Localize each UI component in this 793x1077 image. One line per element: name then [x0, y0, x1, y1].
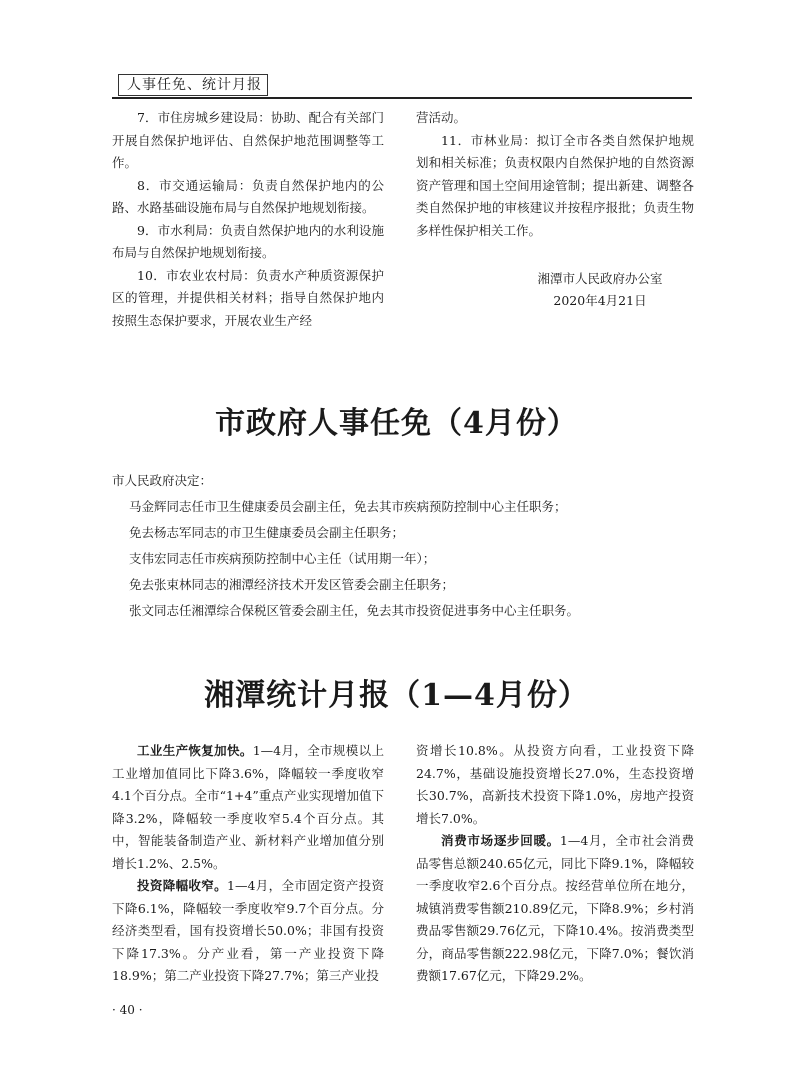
paragraph-heading: 投资降幅收窄。	[137, 878, 228, 893]
appointment-item: 马金辉同志任市卫生健康委员会副主任，免去其市疾病预防控制中心主任职务；	[129, 499, 567, 514]
appointments-intro: 市人民政府决定：	[112, 473, 213, 488]
signature-org: 湘潭市人民政府办公室	[537, 271, 663, 286]
appointment-item: 免去杨志军同志的市卫生健康委员会副主任职务；	[129, 525, 405, 540]
section-header-label: 人事任免、统计月报	[118, 74, 268, 96]
page-number: · 40 ·	[112, 1003, 143, 1017]
section-title-appointments: 市政府人事任免（4月份）	[215, 406, 578, 441]
appointments-list	[112, 468, 702, 624]
stats-paragraph-consumption	[416, 830, 694, 988]
appointment-item: 免去张束林同志的湘潭经济技术开发区管委会副主任职务；	[129, 577, 455, 592]
list-item-11: 11．市林业局：拟订全市各类自然保护地规划和相关标准；负责权限内自然保护地的自然资源资产管理和国土空间用途管制；提出新建、调整各类自然保护地的审核建议并按程序报批；负责生物多样性保护相关工作。	[416, 132, 694, 238]
paragraph-body: 1—4月，全市规模以上工业增加值同比下降3.6%，降幅较一季度收窄4.1个百分点。全市“1+4”重点产业实现增加值下降3.2%，降幅较一季度收窄5.4个百分点。其中，智能装备制造产业、新材料产业增加值分别增长1.2%、2.5%。	[112, 743, 384, 871]
paragraph-heading: 工业生产恢复加快。	[137, 743, 253, 758]
paragraph-heading: 消费市场逐步回暖。	[441, 833, 560, 848]
list-item-10: 10．市农业农村局：负责水产种质资源保护区的管理，并提供相关材料；指导自然保护地内按照生态保护要求，开展农业生产经	[112, 267, 384, 328]
continuation-text: 营活动。	[416, 110, 467, 125]
paragraph-body: 1—4月，全市社会消费品零售总额240.65亿元，同比下降9.1%，降幅较一季度收窄2.6个百分点。按经营单位所在地分，城镇消费零售额210.89亿元，下降8.9%；乡村消费品零售额29.76亿元，下降10.4%。按消费类型分，商品零售额222.98亿元，下降7.0%；餐饮消费额17.67亿元，下降29.2%。	[416, 833, 694, 983]
stats-paragraph-investment	[112, 875, 384, 988]
list-item-7: 7．市住房城乡建设局：协助、配合有关部门开展自然保护地评估、自然保护地范围调整等工作。	[112, 110, 384, 170]
stats-paragraph-industry	[112, 740, 384, 875]
list-item-8: 8．市交通运输局：负责自然保护地内的公路、水路基础设施布局与自然保护地规划衔接。	[112, 177, 384, 215]
appointment-item: 张文同志任湘潭综合保税区管委会副主任，免去其市投资促进事务中心主任职务。	[129, 603, 580, 618]
appointment-item: 支伟宏同志任市疾病预防控制中心主任（试用期一年）；	[129, 551, 436, 566]
paragraph-body: 1—4月，全市固定资产投资下降6.1%，降幅较一季度收窄9.7个百分点。分经济类型看，国有投资增长50.0%；非国有投资下降17.3%。分产业看，第一产业投资下降18.9%；第二产业投资下降27.7%；第三产业投	[112, 878, 384, 983]
signature-date: 2020年4月21日	[553, 293, 647, 308]
top-right-column	[416, 107, 694, 242]
section-title-statistics: 湘潭统计月报（1—4月份）	[204, 678, 589, 713]
stats-left-column	[112, 740, 384, 988]
signature-block	[500, 268, 700, 312]
header-rule	[112, 97, 692, 99]
list-item-9: 9．市水利局：负责自然保护地内的水利设施布局与自然保护地规划衔接。	[112, 222, 384, 260]
stats-right-column	[416, 740, 694, 988]
continuation-text: 资增长10.8%。从投资方向看，工业投资下降24.7%，基础设施投资增长27.0%，生态投资增长30.7%，高新技术投资下降1.0%，房地产投资增长7.0%。	[416, 743, 694, 826]
top-left-column	[112, 107, 384, 332]
